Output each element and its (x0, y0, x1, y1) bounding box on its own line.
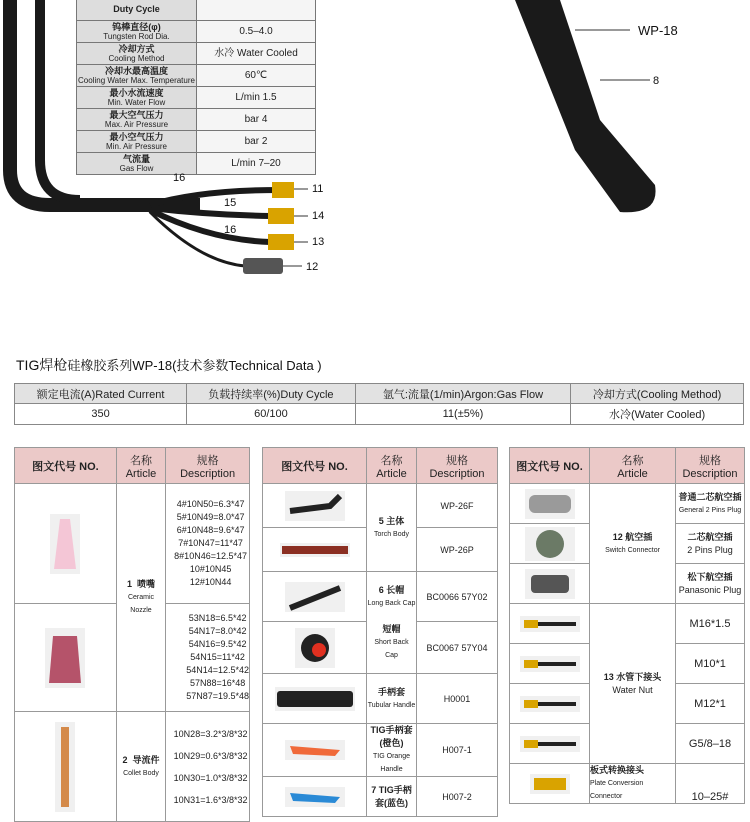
spec-key-en: Min. Air Pressure (106, 141, 167, 151)
water-nut-desc-1: M16*1.5 (676, 604, 745, 644)
panasonic-plug-desc: 松下航空插 Panasonic Plug (676, 564, 745, 604)
spec-key (77, 21, 197, 43)
spec-key-cn: 钨棒直径(φ) (112, 21, 161, 32)
spec-value: L/min 1.5 (197, 87, 316, 109)
short-back-cap-image (263, 622, 367, 674)
callout-16a: 16 (173, 172, 186, 184)
section-title (16, 355, 322, 375)
spec-line: 10#10N45 (189, 564, 232, 574)
water-nut-image-2 (510, 644, 590, 684)
spec-key (77, 131, 197, 153)
article-collet-body: 2 导流件 Collet Body (116, 712, 165, 822)
article-orange-handle: TIG手柄套(橙色) TIG Orange Handle (367, 724, 417, 777)
water-nut-desc-3: M12*1 (676, 684, 745, 724)
header-description-2: 规格 Description (417, 448, 498, 484)
spec-key (77, 43, 197, 65)
header-no-2: 图文代号 NO. (263, 448, 367, 484)
section-title-rest: 硅橡胶系列WP-18(技术参数Technical Data ) (67, 358, 322, 373)
water-nut-image-1 (510, 604, 590, 644)
spec-row (77, 43, 316, 65)
spec-line: 7#10N47=11*47 (178, 538, 243, 548)
spec-row (77, 109, 316, 131)
torch-body-image-f (263, 484, 367, 528)
nozzle-desc-list-2 (166, 604, 250, 712)
collet-body-image (15, 712, 117, 822)
spec-key-en: Cooling Method (108, 53, 165, 63)
torch-body-image-p (263, 528, 367, 572)
spec-key-cn: 最大空气压力 (109, 109, 164, 120)
spec-key-en: Tungsten Rod Dia. (103, 31, 170, 41)
torch-spec-table (76, 0, 316, 175)
spec-key-cn: 冷却方式 (118, 43, 155, 54)
header-no-3: 图文代号 NO. (510, 448, 590, 484)
spec-value: bar 4 (197, 109, 316, 131)
spec-value: 60℃ (197, 65, 316, 87)
spec-key-en: Gas Flow (119, 163, 154, 173)
spec-key (77, 87, 197, 109)
spec-line: 10N29=0.6*3/8*32 (173, 750, 248, 761)
spec-row (77, 65, 316, 87)
article-blue-handle: 7 TIG手柄套(蓝色) (367, 777, 417, 817)
short-back-cap-desc: BC0067 57Y04 (417, 622, 498, 674)
spec-value: 0.5–4.0 (197, 21, 316, 43)
header-no: 图文代号 NO. (15, 448, 117, 484)
tech-header-current: 额定电流(A)Rated Current (15, 384, 187, 404)
spec-key-en: Max. Air Pressure (104, 119, 169, 129)
nozzle-image-2 (15, 604, 117, 712)
torch-body-desc-f: WP-26F (417, 484, 498, 528)
spec-key-cn: 最小空气压力 (109, 131, 164, 142)
long-back-cap-desc: BC0066 57Y02 (417, 572, 498, 622)
header-article: 名称 Article (116, 448, 165, 484)
spec-line: 10N31=1.6*3/8*32 (173, 794, 248, 805)
article-torch-body: 5 主体 Torch Body (367, 484, 417, 572)
spec-key-en: Cooling Water Max. Temperature (78, 75, 195, 85)
article-switch-connector: 12 航空插 Switch Connector (590, 484, 676, 604)
tech-value-current: 350 (15, 404, 187, 425)
spec-key-cn: 气流量 (122, 153, 150, 164)
orange-handle-image (263, 724, 367, 777)
tech-header-duty: 负载持续率(%)Duty Cycle (187, 384, 356, 404)
nozzle-desc-list-1 (166, 484, 250, 604)
plate-connector-image (510, 764, 590, 804)
header-description: 规格 Description (166, 448, 250, 484)
header-article-3: 名称 Article (590, 448, 676, 484)
spec-line: 8#10N46=12.5*47 (174, 551, 247, 561)
spec-line: 6#10N48=9.6*47 (176, 525, 245, 535)
spec-row (77, 153, 316, 175)
callout-15: 15 (224, 197, 237, 209)
spec-line: 57N88=16*48 (189, 678, 246, 688)
long-back-cap-image (263, 572, 367, 622)
callout-14: 14 (312, 210, 325, 222)
parts-table-connectors (509, 447, 745, 804)
article-water-nut: 13 水管下接头 Water Nut (590, 604, 676, 764)
spec-key (77, 109, 197, 131)
spec-value: L/min 7–20 (197, 153, 316, 175)
technical-data-table (14, 383, 744, 425)
spec-key (77, 0, 197, 21)
spec-line: 54N15=11*42 (190, 652, 245, 662)
spec-line: 53N18=6.5*42 (188, 613, 247, 623)
water-nut-desc-2: M10*1 (676, 644, 745, 684)
tubular-handle-desc: H0001 (417, 674, 498, 724)
callout-wp18: WP-18 (638, 23, 678, 38)
blue-handle-desc: H007-2 (417, 777, 498, 817)
spec-line: 4#10N50=6.3*47 (176, 499, 245, 509)
article-tubular-handle: 手柄套 Tubular Handle (367, 674, 417, 724)
spec-key-cn: Duty Cycle (113, 4, 160, 14)
spec-key-en: Min. Water Flow (107, 97, 166, 107)
tech-header-cooling: 冷却方式(Cooling Method) (571, 384, 744, 404)
spec-key-cn: 最小水流速度 (109, 87, 164, 98)
header-article-2: 名称 Article (367, 448, 417, 484)
two-pin-plug-desc: 二芯航空插 2 Pins Plug (676, 524, 745, 564)
parts-table-nozzles (14, 447, 250, 822)
water-nut-desc-4: G5/8–18 (676, 724, 745, 764)
callout-12: 12 (306, 261, 319, 273)
spec-line: 5#10N49=8.0*47 (176, 512, 245, 522)
article-plate-connector: 板式转换接头 Plate Conversion Connector (590, 764, 676, 804)
callout-13: 13 (312, 236, 325, 248)
header-description-3: 规格 Description (676, 448, 745, 484)
tech-value-gas: 11(±5%) (355, 404, 570, 425)
collet-desc-list (166, 712, 250, 822)
spec-key (77, 65, 197, 87)
spec-row (77, 0, 316, 21)
panasonic-plug-image (510, 564, 590, 604)
general-plug-image (510, 484, 590, 524)
spec-line: 12#10N44 (189, 577, 232, 587)
parts-table-torch-body (262, 447, 498, 817)
spec-line: 10N28=3.2*3/8*32 (173, 728, 248, 739)
blue-handle-image (263, 777, 367, 817)
tech-value-duty: 60/100 (187, 404, 356, 425)
spec-line: 54N17=8.0*42 (188, 626, 247, 636)
water-nut-image-4 (510, 724, 590, 764)
spec-value (197, 0, 316, 21)
tech-value-cooling: 水冷(Water Cooled) (571, 404, 744, 425)
water-nut-image-3 (510, 684, 590, 724)
two-pin-plug-image (510, 524, 590, 564)
tech-header-gas: 氩气:流量(1/min)Argon:Gas Flow (355, 384, 570, 404)
orange-handle-desc: H007-1 (417, 724, 498, 777)
general-plug-desc: 普通二芯航空插 General 2 Pins Plug (676, 484, 745, 524)
callout-16b: 16 (224, 224, 237, 236)
spec-row (77, 21, 316, 43)
nozzle-image (15, 484, 117, 604)
spec-line: 54N16=9.5*42 (188, 639, 247, 649)
callout-11: 11 (312, 183, 324, 195)
article-back-cap: 6 长帽 Long Back Cap 短帽 Short Back Cap (367, 572, 417, 674)
spec-row (77, 87, 316, 109)
spec-line: 57N87=19.5*48 (186, 691, 249, 701)
section-title-main: TIG焊枪 (16, 357, 68, 373)
spec-value: 水冷 Water Cooled (197, 43, 316, 65)
spec-line: 54N14=12.5*42 (186, 665, 249, 675)
torch-body-desc-p: WP-26P (417, 528, 498, 572)
spec-line: 10N30=1.0*3/8*32 (173, 772, 248, 783)
callout-8: 8 (653, 75, 660, 87)
spec-row (77, 131, 316, 153)
spec-key-cn: 冷却水最高温度 (104, 65, 168, 76)
plate-connector-desc: 10–25# (676, 764, 745, 804)
spec-value: bar 2 (197, 131, 316, 153)
article-nozzle: 1 喷嘴 Ceramic Nozzle (116, 484, 165, 712)
tubular-handle-image (263, 674, 367, 724)
